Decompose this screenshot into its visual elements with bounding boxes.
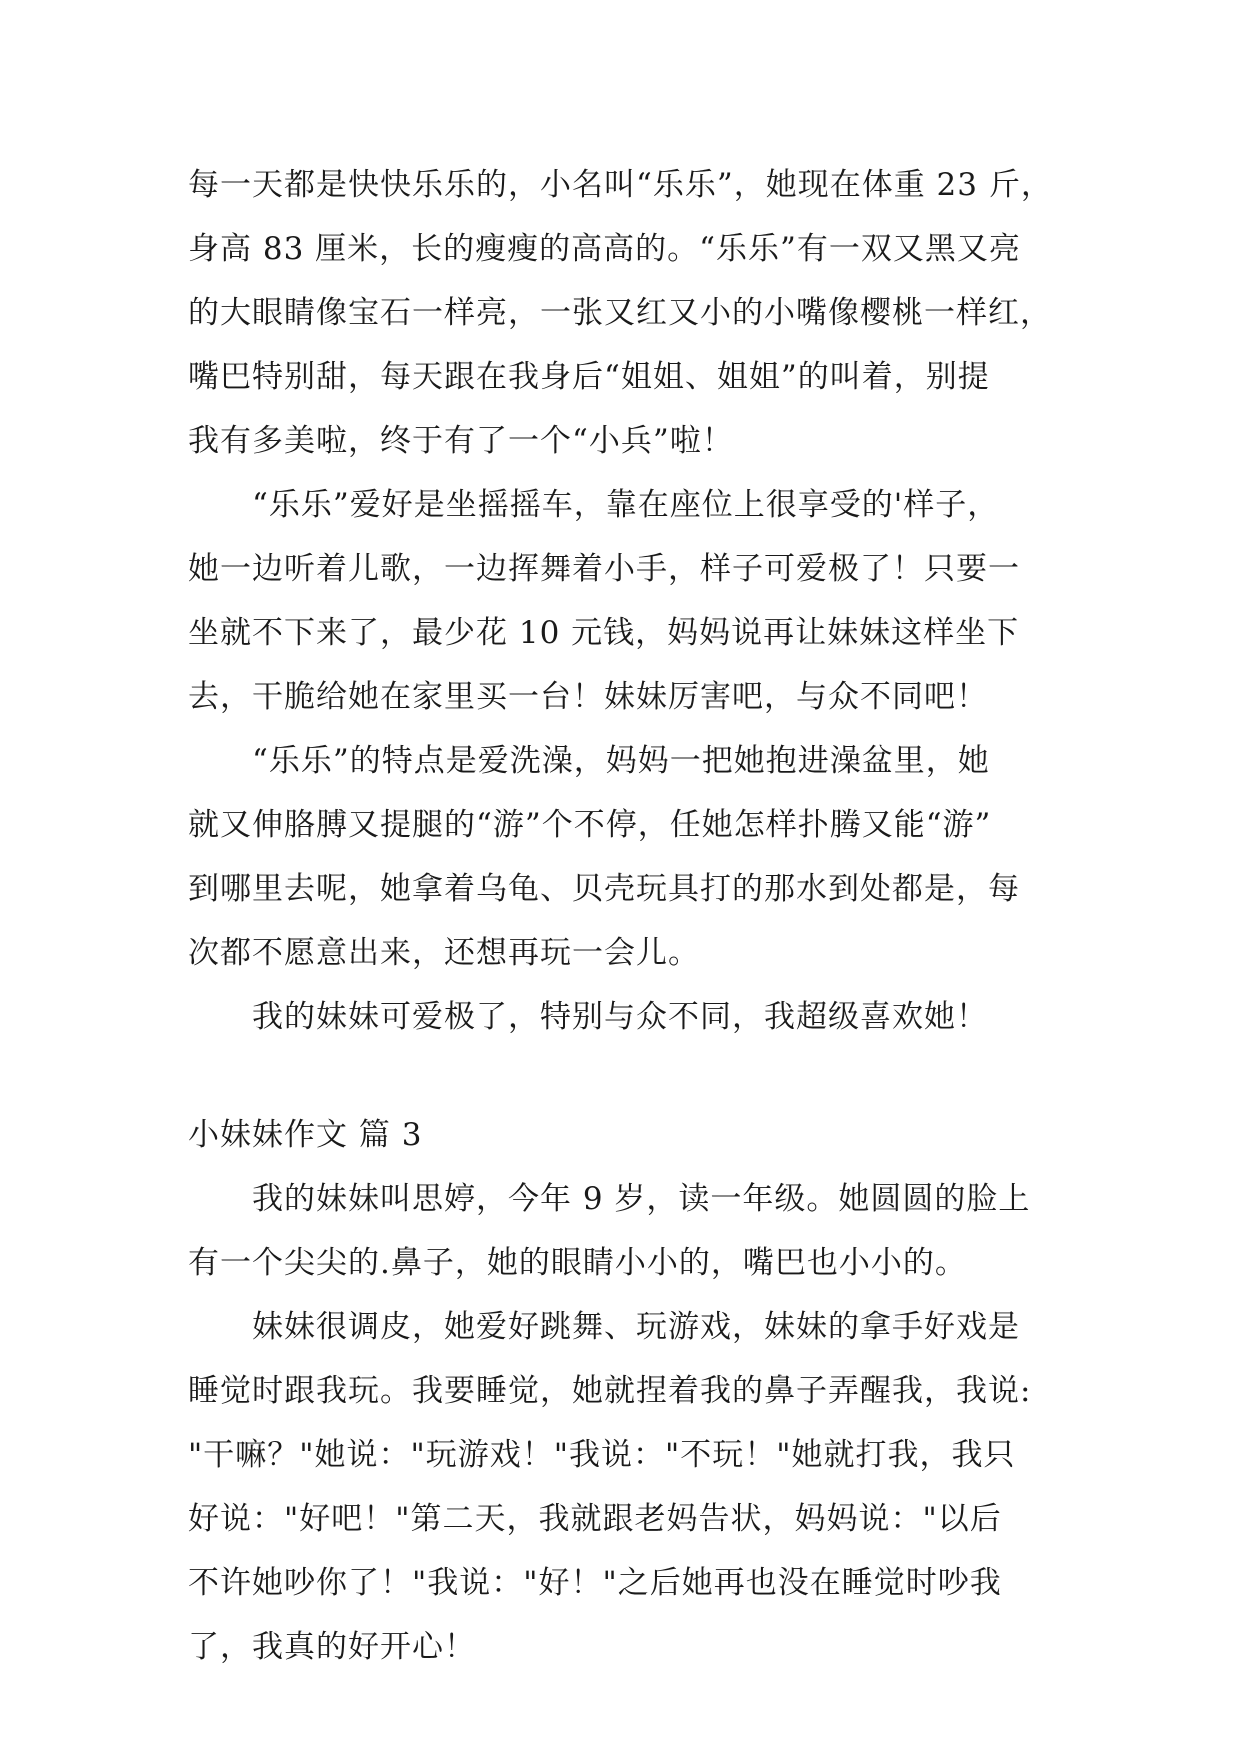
paragraph-line: 坐就不下来了，最少花 10 元钱，妈妈说再让妹妹这样坐下 — [188, 615, 1020, 651]
paragraph-line: 我的妹妹可爱极了，特别与众不同，我超级喜欢她！ — [252, 999, 988, 1035]
paragraph-line: 嘴巴特别甜，每天跟在我身后“姐姐、姐姐”的叫着，别提 — [188, 359, 990, 395]
paragraph-line: 我有多美啦，终于有了一个“小兵”啦！ — [188, 423, 734, 459]
paragraph-line: 每一天都是快快乐乐的，小名叫“乐乐”，她现在体重 23 斤， — [188, 167, 1053, 203]
paragraph-line: 有一个尖尖的.鼻子，她的眼睛小小的，嘴巴也小小的。 — [188, 1245, 967, 1281]
paragraph-line: 睡觉时跟我玩。我要睡觉，她就捏着我的鼻子弄醒我，我说: — [188, 1373, 1032, 1409]
paragraph-line: “乐乐”爱好是坐摇摇车，靠在座位上很享受的'样子， — [252, 487, 1000, 523]
paragraph-line: "干嘛？"她说："玩游戏！"我说："不玩！"她就打我，我只 — [188, 1437, 1016, 1473]
paragraph-line: 次都不愿意出来，还想再玩一会儿。 — [188, 935, 700, 971]
paragraph-line: 我的妹妹叫思婷，今年 9 岁，读一年级。她圆圆的脸上 — [252, 1181, 1031, 1217]
paragraph-line: 不许她吵你了！"我说："好！"之后她再也没在睡觉时吵我 — [188, 1565, 1002, 1601]
paragraph-line: 的大眼睛像宝石一样亮，一张又红又小的小嘴像樱桃一样红， — [188, 295, 1052, 331]
paragraph-line: 身高 83 厘米，长的瘦瘦的高高的。“乐乐”有一双又黑又亮 — [188, 231, 1021, 267]
paragraph-line: 去，干脆给她在家里买一台！妹妹厉害吧，与众不同吧！ — [188, 679, 988, 715]
paragraph-line: 到哪里去呢，她拿着乌龟、贝壳玩具打的那水到处都是，每 — [188, 871, 1020, 907]
paragraph-line: 了，我真的好开心！ — [188, 1629, 476, 1665]
paragraph-line: “乐乐”的特点是爱洗澡，妈妈一把她抱进澡盆里，她 — [252, 743, 990, 779]
paragraph-line: 就又伸胳膊又提腿的“游”个不停，任她怎样扑腾又能“游” — [188, 807, 992, 843]
paragraph-line: 她一边听着儿歌，一边挥舞着小手，样子可爱极了！只要一 — [188, 551, 1020, 587]
section-title: 小妹妹作文 篇 3 — [188, 1117, 423, 1153]
paragraph-line: 妹妹很调皮，她爱好跳舞、玩游戏，妹妹的拿手好戏是 — [252, 1309, 1020, 1345]
paragraph-line: 好说："好吧！"第二天，我就跟老妈告状，妈妈说："以后 — [188, 1501, 1002, 1537]
